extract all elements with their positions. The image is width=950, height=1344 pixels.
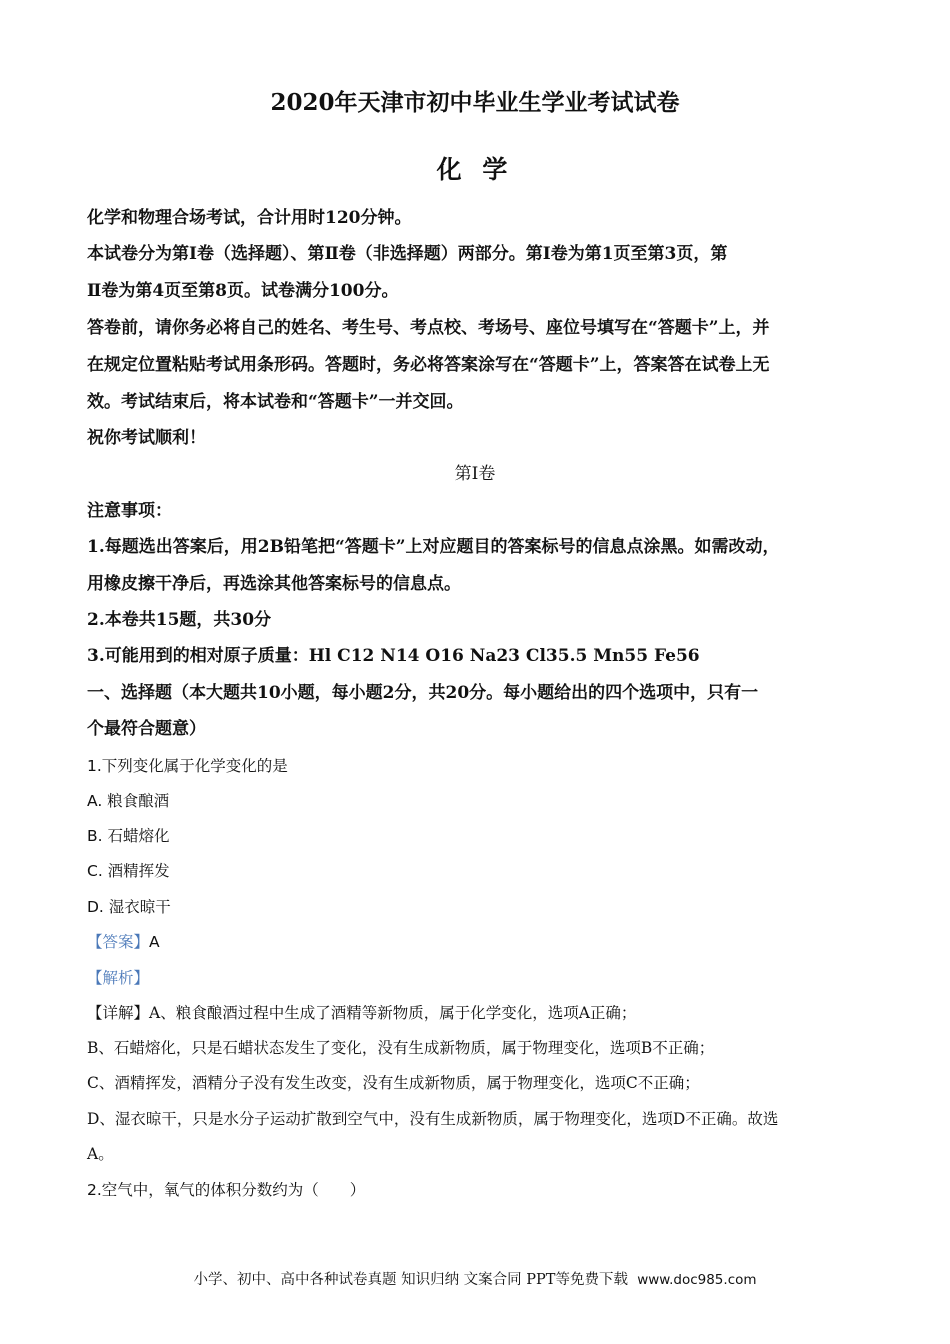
- detail-line-4a: D、湿衣晾干，只是水分子运动扩散到空气中，没有生成新物质，属于物理变化，选项D不正确。故选: [87, 1110, 779, 1128]
- part1-heading-a: 一、选择题（本大题共10小题，每小题2分，共20分。每小题给出的四个选项中，只有一: [87, 683, 759, 703]
- part1-heading-b: 个最符合题意）: [87, 719, 206, 739]
- note-1a: 1.每题选出答案后，用2B铅笔把“答题卡”上对应题目的答案标号的信息点涂黑。如需改动，: [87, 537, 780, 557]
- q1-option-c: C. 酒精挥发: [87, 862, 170, 880]
- note-1b: 用橡皮擦干净后，再选涂其他答案标号的信息点。: [87, 574, 461, 594]
- answer-label: 【答案】: [87, 933, 150, 951]
- detail-line-2: B、石蜡熔化，只是石蜡状态发生了变化，没有生成新物质，属于物理变化，选项B不正确；: [87, 1039, 715, 1057]
- q2-stem: 2.空气中，氧气的体积分数约为（ ）: [87, 1181, 366, 1199]
- q1-option-b: B. 石蜡熔化: [87, 827, 170, 845]
- analysis-label: 【解析】: [87, 969, 150, 987]
- detail-text-1: A、粮食酿酒过程中生成了酒精等新物质，属于化学变化，选项A正确；: [149, 1004, 637, 1022]
- q1-answer: [87, 931, 867, 953]
- q1-option-d: D. 湿衣晾干: [87, 898, 171, 916]
- page-footer: [0, 1268, 950, 1289]
- detail-label: 【详解】: [87, 1004, 150, 1022]
- q1-stem: 1.下列变化属于化学变化的是: [87, 757, 288, 775]
- note-2: 2.本卷共15题，共30分: [87, 610, 272, 630]
- intro-line-2: 本试卷分为第Ⅰ卷（选择题）、第Ⅱ卷（非选择题）两部分。第Ⅰ卷为第1页至第3页，第: [87, 244, 728, 264]
- note-3: 3.可能用到的相对原子质量：Hl C12 N14 O16 Na23 Cl35.5 Mn55 Fe56: [87, 646, 700, 666]
- footer-text: 小学、初中、高中各种试卷真题 知识归纳 文案合同 PPT等免费下载: [193, 1272, 628, 1288]
- detail-line-4b: A。: [87, 1145, 114, 1163]
- q1-option-a: A. 粮食酿酒: [87, 792, 170, 810]
- detail-line-1: [87, 1002, 867, 1024]
- intro-line-5: 在规定位置粘贴考试用条形码。答题时，务必将答案涂写在“答题卡”上，答案答在试卷上无: [87, 355, 770, 375]
- notes-title: 注意事项：: [87, 501, 172, 521]
- intro-line-7: 祝你考试顺利！: [87, 428, 206, 448]
- intro-line-4: 答卷前，请你务必将自己的姓名、考生号、考点校、考场号、座位号填写在“答题卡”上，并: [87, 318, 770, 338]
- footer-url[interactable]: www.doc985.com: [637, 1272, 757, 1288]
- subject-title: 化 学: [436, 155, 514, 184]
- answer-value: A: [149, 933, 160, 951]
- section-heading: 第Ⅰ卷: [454, 464, 496, 484]
- intro-line-6: 效。考试结束后，将本试卷和“答题卡”一并交回。: [87, 392, 464, 412]
- detail-line-3: C、酒精挥发，酒精分子没有发生改变，没有生成新物质，属于物理变化，选项C不正确；: [87, 1074, 700, 1092]
- intro-line-3: Ⅱ卷为第4页至第8页。试卷满分100分。: [87, 281, 399, 301]
- exam-title: 2020年天津市初中毕业生学业考试试卷: [270, 89, 680, 116]
- intro-line-1: 化学和物理合场考试，合计用时120分钟。: [87, 208, 412, 228]
